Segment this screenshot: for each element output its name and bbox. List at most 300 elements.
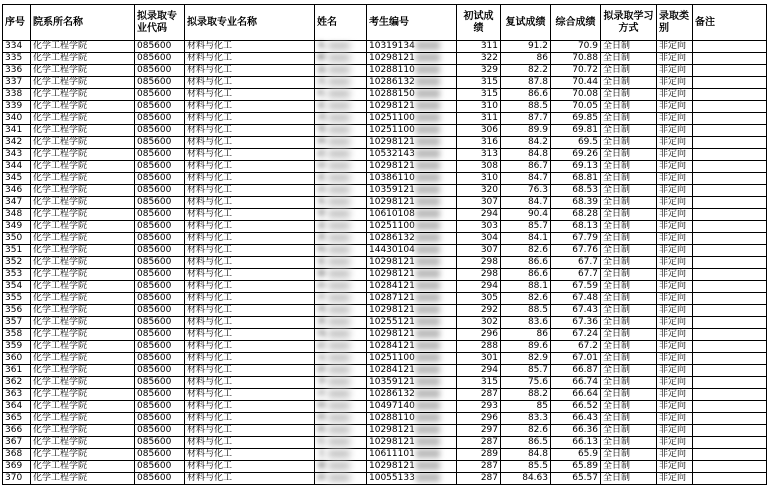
cell-retest: 84.7	[501, 173, 551, 185]
name-visible: 朱	[317, 197, 327, 207]
cell-seq: 369	[3, 461, 31, 473]
cell-total: 67.01	[551, 353, 601, 365]
header-col-retest: 复试成绩	[501, 5, 551, 41]
cell-initial: 287	[457, 437, 501, 449]
cell-exam-id	[367, 161, 457, 173]
cell-major: 材料与化工	[185, 329, 315, 341]
exam-id-redacted	[416, 245, 440, 254]
cell-category: 非定向	[657, 389, 693, 401]
table-body	[3, 41, 767, 485]
cell-exam-id	[367, 221, 457, 233]
cell-retest: 84.1	[501, 233, 551, 245]
cell-category: 非定向	[657, 437, 693, 449]
cell-note	[693, 413, 767, 425]
cell-seq: 370	[3, 473, 31, 485]
cell-code: 085600	[135, 233, 185, 245]
cell-code: 085600	[135, 377, 185, 389]
cell-name	[315, 461, 367, 473]
name-visible: 沈	[317, 77, 327, 87]
cell-code: 085600	[135, 65, 185, 77]
cell-initial: 287	[457, 389, 501, 401]
cell-retest: 88.5	[501, 101, 551, 113]
cell-category: 非定向	[657, 401, 693, 413]
table-row	[3, 65, 767, 77]
cell-retest: 86.6	[501, 269, 551, 281]
cell-dept: 化学工程学院	[31, 197, 135, 209]
cell-major: 材料与化工	[185, 149, 315, 161]
table-row	[3, 449, 767, 461]
cell-name	[315, 89, 367, 101]
cell-seq: 361	[3, 365, 31, 377]
header-col-mode: 拟录取学习方式	[601, 5, 657, 41]
name-visible: 薛	[317, 365, 327, 375]
header-col-code: 拟录取专业代码	[135, 5, 185, 41]
cell-seq: 343	[3, 149, 31, 161]
table-row	[3, 389, 767, 401]
cell-major: 材料与化工	[185, 389, 315, 401]
cell-name	[315, 233, 367, 245]
exam-id-redacted	[416, 329, 440, 338]
cell-major: 材料与化工	[185, 41, 315, 53]
cell-exam-id	[367, 473, 457, 485]
cell-name	[315, 473, 367, 485]
cell-total: 66.52	[551, 401, 601, 413]
cell-mode: 全日制	[601, 137, 657, 149]
exam-id-redacted	[416, 377, 440, 386]
exam-id-visible: 10610108	[369, 209, 415, 219]
exam-id-visible: 10288110	[369, 413, 415, 423]
table-row	[3, 137, 767, 149]
cell-dept: 化学工程学院	[31, 125, 135, 137]
name-redacted	[328, 101, 350, 110]
cell-category: 非定向	[657, 449, 693, 461]
name-visible: 温	[317, 65, 327, 75]
cell-total: 68.13	[551, 221, 601, 233]
name-redacted	[328, 449, 350, 458]
cell-major: 材料与化工	[185, 137, 315, 149]
cell-major: 材料与化工	[185, 437, 315, 449]
cell-mode: 全日制	[601, 413, 657, 425]
name-redacted	[328, 173, 350, 182]
cell-dept: 化学工程学院	[31, 245, 135, 257]
cell-major: 材料与化工	[185, 341, 315, 353]
cell-code: 085600	[135, 53, 185, 65]
cell-exam-id	[367, 449, 457, 461]
cell-retest: 85.7	[501, 365, 551, 377]
table-row	[3, 353, 767, 365]
exam-id-redacted	[416, 185, 440, 194]
name-visible: 韩	[317, 413, 327, 423]
name-visible: 朱	[317, 41, 327, 51]
cell-category: 非定向	[657, 365, 693, 377]
cell-seq: 352	[3, 257, 31, 269]
cell-category: 非定向	[657, 257, 693, 269]
cell-total: 67.43	[551, 305, 601, 317]
cell-dept: 化学工程学院	[31, 77, 135, 89]
cell-note	[693, 365, 767, 377]
name-visible: 解	[317, 53, 327, 63]
cell-seq: 351	[3, 245, 31, 257]
cell-dept: 化学工程学院	[31, 269, 135, 281]
cell-major: 材料与化工	[185, 317, 315, 329]
table-row	[3, 149, 767, 161]
cell-dept: 化学工程学院	[31, 53, 135, 65]
cell-total: 66.13	[551, 437, 601, 449]
table-row	[3, 113, 767, 125]
cell-note	[693, 101, 767, 113]
exam-id-visible: 10386110	[369, 173, 415, 183]
exam-id-visible: 10497140	[369, 401, 415, 411]
cell-code: 085600	[135, 209, 185, 221]
table-row	[3, 377, 767, 389]
cell-note	[693, 353, 767, 365]
cell-exam-id	[367, 173, 457, 185]
table-row	[3, 125, 767, 137]
exam-id-redacted	[416, 197, 440, 206]
name-visible: 韩	[317, 401, 327, 411]
table-row	[3, 305, 767, 317]
cell-name	[315, 65, 367, 77]
table-row	[3, 197, 767, 209]
name-redacted	[328, 125, 350, 134]
exam-id-visible: 10251100	[369, 113, 415, 123]
name-visible: 李	[317, 377, 327, 387]
exam-id-redacted	[416, 161, 440, 170]
cell-major: 材料与化工	[185, 257, 315, 269]
name-visible: 徐	[317, 161, 327, 171]
cell-retest: 85	[501, 401, 551, 413]
cell-name	[315, 185, 367, 197]
cell-initial: 298	[457, 257, 501, 269]
cell-retest: 82.9	[501, 353, 551, 365]
cell-note	[693, 293, 767, 305]
cell-retest: 76.3	[501, 185, 551, 197]
cell-major: 材料与化工	[185, 401, 315, 413]
cell-seq: 339	[3, 101, 31, 113]
cell-name	[315, 173, 367, 185]
cell-total: 67.76	[551, 245, 601, 257]
cell-retest: 84.63	[501, 473, 551, 485]
name-redacted	[328, 437, 350, 446]
exam-id-visible: 10359121	[369, 377, 415, 387]
table-row	[3, 341, 767, 353]
cell-major: 材料与化工	[185, 113, 315, 125]
header-col-name: 姓名	[315, 5, 367, 41]
cell-category: 非定向	[657, 173, 693, 185]
cell-major: 材料与化工	[185, 269, 315, 281]
exam-id-visible: 10298121	[369, 329, 415, 339]
cell-initial: 311	[457, 41, 501, 53]
cell-initial: 310	[457, 173, 501, 185]
cell-total: 68.28	[551, 209, 601, 221]
name-redacted	[328, 293, 350, 302]
cell-seq: 355	[3, 293, 31, 305]
cell-code: 085600	[135, 257, 185, 269]
exam-id-redacted	[416, 293, 440, 302]
header-col-seq: 序号	[3, 5, 31, 41]
cell-mode: 全日制	[601, 425, 657, 437]
exam-id-redacted	[416, 401, 440, 410]
cell-seq: 356	[3, 305, 31, 317]
table-row	[3, 329, 767, 341]
name-visible: 钱	[317, 329, 327, 339]
exam-id-redacted	[416, 389, 440, 398]
cell-category: 非定向	[657, 269, 693, 281]
cell-exam-id	[367, 341, 457, 353]
cell-total: 66.64	[551, 389, 601, 401]
cell-category: 非定向	[657, 89, 693, 101]
header-col-dept: 院系所名称	[31, 5, 135, 41]
exam-id-redacted	[416, 473, 440, 482]
cell-category: 非定向	[657, 233, 693, 245]
cell-initial: 322	[457, 53, 501, 65]
cell-major: 材料与化工	[185, 281, 315, 293]
cell-total: 68.39	[551, 197, 601, 209]
cell-retest: 84.8	[501, 449, 551, 461]
exam-id-visible: 10298121	[369, 101, 415, 111]
cell-name	[315, 149, 367, 161]
cell-category: 非定向	[657, 77, 693, 89]
cell-mode: 全日制	[601, 221, 657, 233]
cell-dept: 化学工程学院	[31, 185, 135, 197]
name-visible: 黄	[317, 233, 327, 243]
cell-exam-id	[367, 305, 457, 317]
name-visible: 谢	[317, 461, 327, 471]
cell-dept: 化学工程学院	[31, 149, 135, 161]
cell-major: 材料与化工	[185, 293, 315, 305]
cell-mode: 全日制	[601, 305, 657, 317]
cell-mode: 全日制	[601, 77, 657, 89]
cell-seq: 362	[3, 377, 31, 389]
cell-total: 66.36	[551, 425, 601, 437]
cell-total: 67.59	[551, 281, 601, 293]
cell-dept: 化学工程学院	[31, 305, 135, 317]
cell-category: 非定向	[657, 185, 693, 197]
name-visible: 吴	[317, 353, 327, 363]
cell-code: 085600	[135, 317, 185, 329]
table-row	[3, 473, 767, 485]
cell-name	[315, 53, 367, 65]
cell-note	[693, 149, 767, 161]
cell-mode: 全日制	[601, 161, 657, 173]
cell-code: 085600	[135, 329, 185, 341]
table-row	[3, 437, 767, 449]
cell-dept: 化学工程学院	[31, 173, 135, 185]
cell-initial: 294	[457, 281, 501, 293]
cell-initial: 313	[457, 149, 501, 161]
cell-seq: 360	[3, 353, 31, 365]
cell-code: 085600	[135, 173, 185, 185]
cell-dept: 化学工程学院	[31, 221, 135, 233]
cell-category: 非定向	[657, 101, 693, 113]
cell-initial: 302	[457, 317, 501, 329]
exam-id-visible: 10532143	[369, 149, 415, 159]
cell-mode: 全日制	[601, 173, 657, 185]
cell-category: 非定向	[657, 221, 693, 233]
exam-id-redacted	[416, 281, 440, 290]
cell-initial: 289	[457, 449, 501, 461]
name-visible: 王	[317, 449, 327, 459]
exam-id-visible: 10284121	[369, 281, 415, 291]
cell-total: 69.13	[551, 161, 601, 173]
cell-major: 材料与化工	[185, 89, 315, 101]
name-redacted	[328, 245, 350, 254]
cell-mode: 全日制	[601, 401, 657, 413]
cell-total: 70.08	[551, 89, 601, 101]
cell-seq: 354	[3, 281, 31, 293]
header-col-category: 录取类别	[657, 5, 693, 41]
cell-name	[315, 209, 367, 221]
name-redacted	[328, 365, 350, 374]
table-row	[3, 365, 767, 377]
cell-retest: 87.8	[501, 77, 551, 89]
cell-retest: 86.6	[501, 257, 551, 269]
cell-retest: 87.7	[501, 113, 551, 125]
name-redacted	[328, 53, 350, 62]
cell-dept: 化学工程学院	[31, 329, 135, 341]
cell-total: 66.74	[551, 377, 601, 389]
exam-id-visible: 10298121	[369, 53, 415, 63]
cell-seq: 335	[3, 53, 31, 65]
cell-dept: 化学工程学院	[31, 413, 135, 425]
cell-dept: 化学工程学院	[31, 101, 135, 113]
cell-major: 材料与化工	[185, 473, 315, 485]
cell-name	[315, 353, 367, 365]
name-redacted	[328, 353, 350, 362]
name-visible: 许	[317, 293, 327, 303]
cell-code: 085600	[135, 77, 185, 89]
header-col-initial: 初试成绩	[457, 5, 501, 41]
cell-note	[693, 53, 767, 65]
name-redacted	[328, 89, 350, 98]
cell-major: 材料与化工	[185, 353, 315, 365]
exam-id-redacted	[416, 101, 440, 110]
cell-total: 67.7	[551, 269, 601, 281]
cell-name	[315, 413, 367, 425]
cell-note	[693, 377, 767, 389]
cell-initial: 294	[457, 209, 501, 221]
header-row	[3, 5, 767, 41]
cell-seq: 334	[3, 41, 31, 53]
exam-id-redacted	[416, 305, 440, 314]
cell-seq: 348	[3, 209, 31, 221]
name-visible: 孙	[317, 281, 327, 291]
cell-major: 材料与化工	[185, 233, 315, 245]
cell-exam-id	[367, 293, 457, 305]
exam-id-visible: 10287121	[369, 293, 415, 303]
exam-id-redacted	[416, 173, 440, 182]
cell-initial: 298	[457, 269, 501, 281]
cell-retest: 91.2	[501, 41, 551, 53]
cell-retest: 75.6	[501, 377, 551, 389]
cell-exam-id	[367, 197, 457, 209]
cell-dept: 化学工程学院	[31, 113, 135, 125]
cell-dept: 化学工程学院	[31, 137, 135, 149]
cell-note	[693, 257, 767, 269]
cell-note	[693, 185, 767, 197]
cell-exam-id	[367, 89, 457, 101]
cell-category: 非定向	[657, 209, 693, 221]
name-visible: 任	[317, 437, 327, 447]
cell-dept: 化学工程学院	[31, 41, 135, 53]
exam-id-visible: 10359121	[369, 185, 415, 195]
cell-note	[693, 317, 767, 329]
name-redacted	[328, 473, 350, 482]
name-redacted	[328, 233, 350, 242]
cell-seq: 342	[3, 137, 31, 149]
cell-major: 材料与化工	[185, 77, 315, 89]
cell-mode: 全日制	[601, 233, 657, 245]
name-visible: 张	[317, 101, 327, 111]
name-visible: 曾	[317, 209, 327, 219]
name-redacted	[328, 269, 350, 278]
table-row	[3, 293, 767, 305]
cell-exam-id	[367, 425, 457, 437]
name-visible: 刘	[317, 113, 327, 123]
cell-exam-id	[367, 137, 457, 149]
cell-note	[693, 89, 767, 101]
exam-id-redacted	[416, 113, 440, 122]
cell-category: 非定向	[657, 53, 693, 65]
name-visible: 张	[317, 257, 327, 267]
cell-retest: 86	[501, 53, 551, 65]
cell-note	[693, 401, 767, 413]
exam-id-visible: 10286132	[369, 77, 415, 87]
exam-id-visible: 10319134	[369, 41, 415, 51]
table-row	[3, 281, 767, 293]
cell-total: 69.85	[551, 113, 601, 125]
cell-name	[315, 161, 367, 173]
exam-id-visible: 10251100	[369, 353, 415, 363]
cell-retest: 82.6	[501, 245, 551, 257]
cell-name	[315, 281, 367, 293]
cell-total: 69.5	[551, 137, 601, 149]
name-redacted	[328, 41, 350, 50]
cell-initial: 296	[457, 413, 501, 425]
cell-mode: 全日制	[601, 53, 657, 65]
cell-seq: 340	[3, 113, 31, 125]
cell-major: 材料与化工	[185, 365, 315, 377]
cell-mode: 全日制	[601, 185, 657, 197]
cell-exam-id	[367, 401, 457, 413]
table-row	[3, 233, 767, 245]
exam-id-visible: 10298121	[369, 197, 415, 207]
cell-note	[693, 281, 767, 293]
table-row	[3, 413, 767, 425]
name-redacted	[328, 77, 350, 86]
cell-total: 67.36	[551, 317, 601, 329]
cell-note	[693, 41, 767, 53]
name-redacted	[328, 197, 350, 206]
cell-exam-id	[367, 365, 457, 377]
cell-exam-id	[367, 77, 457, 89]
table-row	[3, 221, 767, 233]
cell-retest: 86.5	[501, 437, 551, 449]
cell-retest: 86.7	[501, 161, 551, 173]
cell-note	[693, 245, 767, 257]
name-redacted	[328, 185, 350, 194]
cell-dept: 化学工程学院	[31, 293, 135, 305]
cell-seq: 368	[3, 449, 31, 461]
cell-exam-id	[367, 65, 457, 77]
cell-name	[315, 365, 367, 377]
cell-mode: 全日制	[601, 377, 657, 389]
cell-note	[693, 341, 767, 353]
cell-mode: 全日制	[601, 281, 657, 293]
exam-id-visible: 10611101	[369, 449, 415, 459]
cell-seq: 363	[3, 389, 31, 401]
cell-seq: 350	[3, 233, 31, 245]
